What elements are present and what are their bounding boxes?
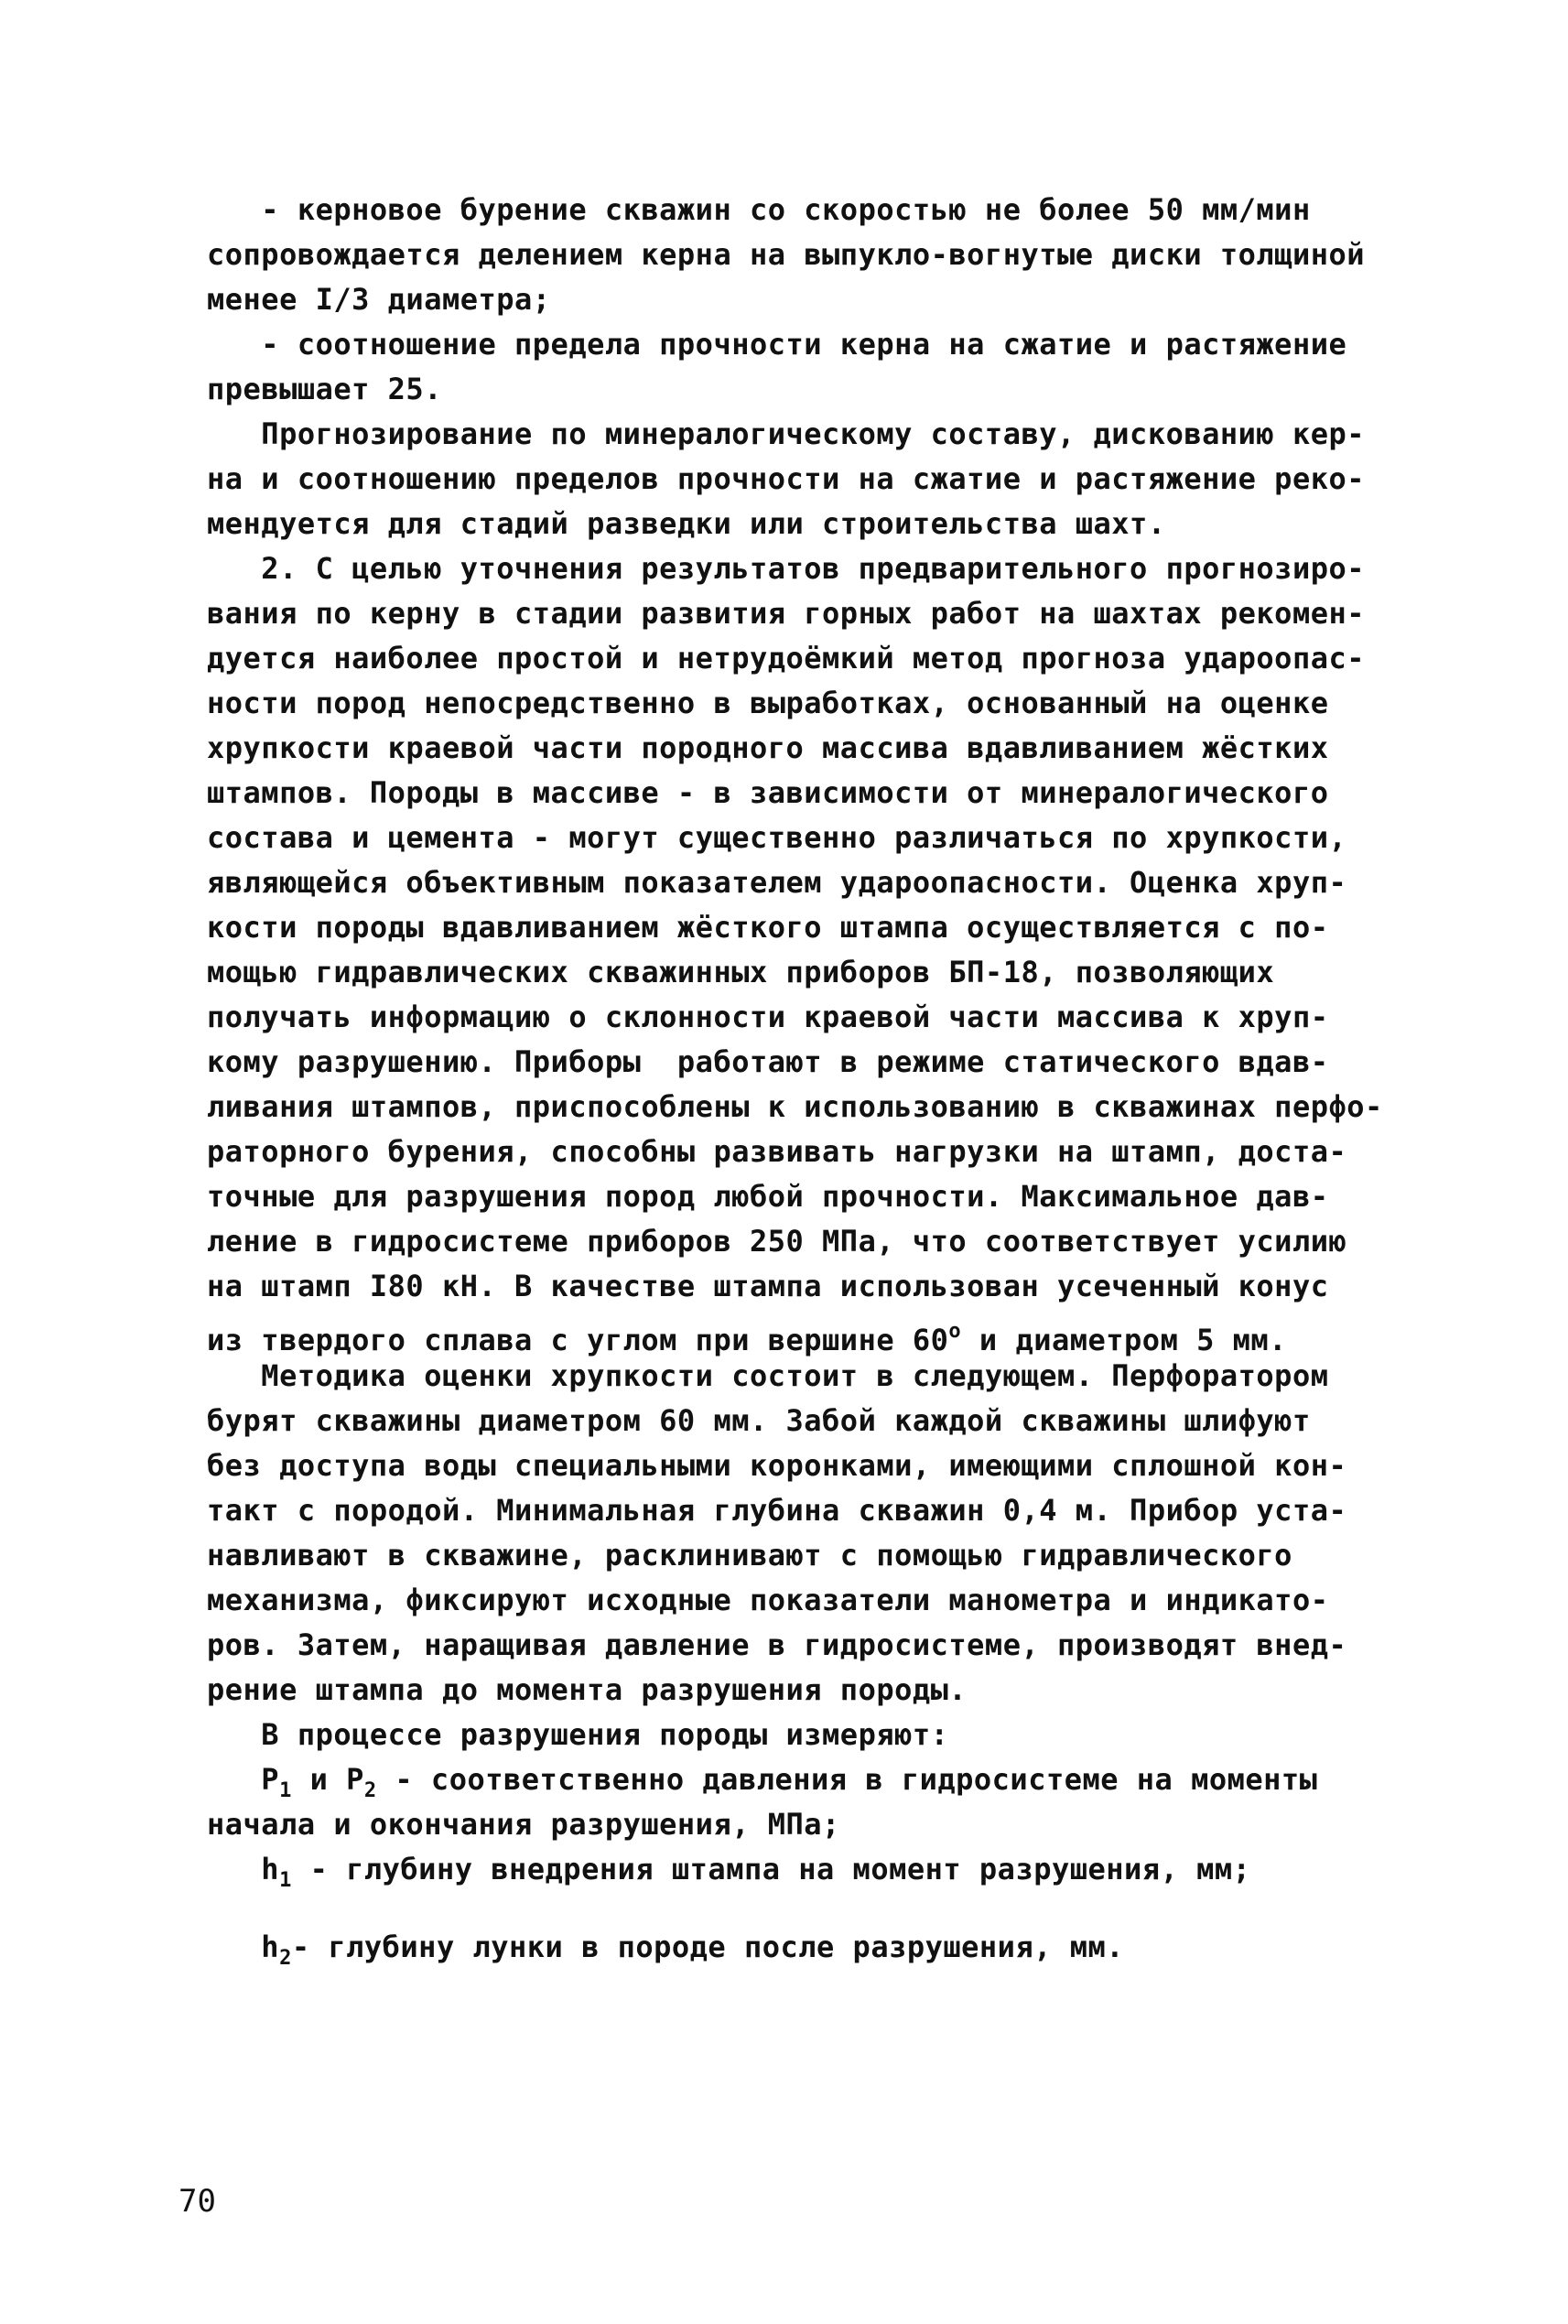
text-segment: - глубину лунки в породе после разрушения, мм. (291, 1929, 1125, 1964)
variable-h: h (261, 1929, 280, 1964)
text-line: бурят скважины диаметром 60 мм. Забой каждой скважины шлифуют (207, 1403, 1311, 1438)
text-line: вания по керну в стадии развития горных работ на шахтах рекомен- (207, 596, 1365, 631)
text-line: ливания штампов, приспособлены к использованию в скважинах перфо- (207, 1089, 1383, 1124)
subscript: 2 (363, 1779, 377, 1802)
text-line: мендуется для стадий разведки или строительства шахт. (207, 506, 1166, 541)
text-line: такт с породой. Минимальная глубина скважин 0,4 м. Прибор уста- (207, 1493, 1347, 1528)
text-segment: и диаметром 5 мм. (961, 1323, 1287, 1357)
text-line: ности пород непосредственно в выработках, основанный на оценке (207, 686, 1329, 720)
text-line: мощью гидравлических скважинных приборов БП-18, позволяющих (207, 955, 1275, 989)
subscript: 1 (279, 1869, 292, 1892)
text-line-with-superscript (207, 1309, 1397, 1357)
text-line: ров. Затем, наращивая давление в гидросистеме, производят внед- (207, 1627, 1347, 1662)
text-line: без доступа воды специальными коронками, имеющими сплошной кон- (207, 1448, 1347, 1483)
text-line: - соотношение предела прочности керна на сжатие и растяжение (207, 327, 1347, 362)
text-line: на штамп I80 кН. В качестве штампа использован усеченный конус (207, 1269, 1329, 1303)
variable-h: h (261, 1852, 280, 1886)
text-line: состава и цемента - могут существенно различаться по хрупкости, (207, 820, 1347, 855)
body-text (207, 188, 1397, 1970)
text-segment: - соответственно давления в гидросистеме на моменты (376, 1762, 1318, 1797)
text-line: ление в гидросистеме приборов 250 МПа, что соответствует усилию (207, 1224, 1347, 1259)
pressure-definition-line (207, 1757, 1397, 1802)
text-line: на и соотношению пределов прочности на сжатие и растяжение реко- (207, 461, 1365, 496)
text-line: 2. С целью уточнения результатов предварительного прогнозиро- (207, 551, 1365, 586)
subscript: 2 (279, 1947, 292, 1970)
text-segment: из твердого сплава с углом при вершине 60 (207, 1323, 949, 1357)
degree-superscript: о (948, 1320, 962, 1343)
text-line: навливают в скважине, расклинивают с помощью гидравлического (207, 1538, 1292, 1573)
h2-definition-line (207, 1925, 1397, 1970)
indent (207, 1852, 261, 1886)
text-line: раторного бурения, способны развивать нагрузки на штамп, доста- (207, 1134, 1347, 1169)
line-gap (207, 1892, 1397, 1925)
text-line: механизма, фиксируют исходные показатели манометра и индикато- (207, 1583, 1329, 1617)
text-line: точные для разрушения пород любой прочности. Максимальное дав- (207, 1179, 1329, 1214)
text-line: Прогнозирование по минералогическому составу, дискованию кер- (207, 416, 1365, 451)
text-line: кости породы вдавливанием жёсткого штампа осуществляется с по- (207, 910, 1329, 945)
text-line: - керновое бурение скважин со скоростью не более 50 мм/мин (207, 192, 1311, 227)
text-line: рение штампа до момента разрушения породы. (207, 1672, 968, 1707)
indent (207, 1929, 261, 1964)
text-line: превышает 25. (207, 372, 442, 406)
text-segment: - глубину внедрения штампа на момент разрушения, мм; (291, 1852, 1251, 1886)
text-line: менее I/3 диаметра; (207, 282, 551, 317)
subscript: 1 (279, 1779, 292, 1802)
text-line: хрупкости краевой части породного массива вдавливанием жёстких (207, 730, 1329, 765)
text-line: штампов. Породы в массиве - в зависимости от минералогического (207, 775, 1329, 810)
text-line: дуется наиболее простой и нетрудоёмкий метод прогноза удароопас- (207, 641, 1365, 676)
text-line: начала и окончания разрушения, МПа; (207, 1807, 840, 1842)
text-line: кому разрушению. Приборы работают в режиме статического вдав- (207, 1044, 1329, 1079)
h1-definition-line (207, 1847, 1397, 1892)
indent (207, 1762, 261, 1797)
text-line: В процессе разрушения породы измеряют: (207, 1717, 949, 1752)
text-segment: и P (291, 1762, 364, 1797)
page-number: 70 (178, 2183, 216, 2220)
text-line: являющейся объективным показателем удароопасности. Оценка хруп- (207, 865, 1347, 900)
variable-p: P (261, 1762, 280, 1797)
text-line: Методика оценки хрупкости состоит в следующем. Перфоратором (207, 1358, 1329, 1393)
text-line: сопровождается делением керна на выпукло-вогнутые диски толщиной (207, 237, 1365, 272)
text-line: получать информацию о склонности краевой части массива к хруп- (207, 1000, 1329, 1034)
